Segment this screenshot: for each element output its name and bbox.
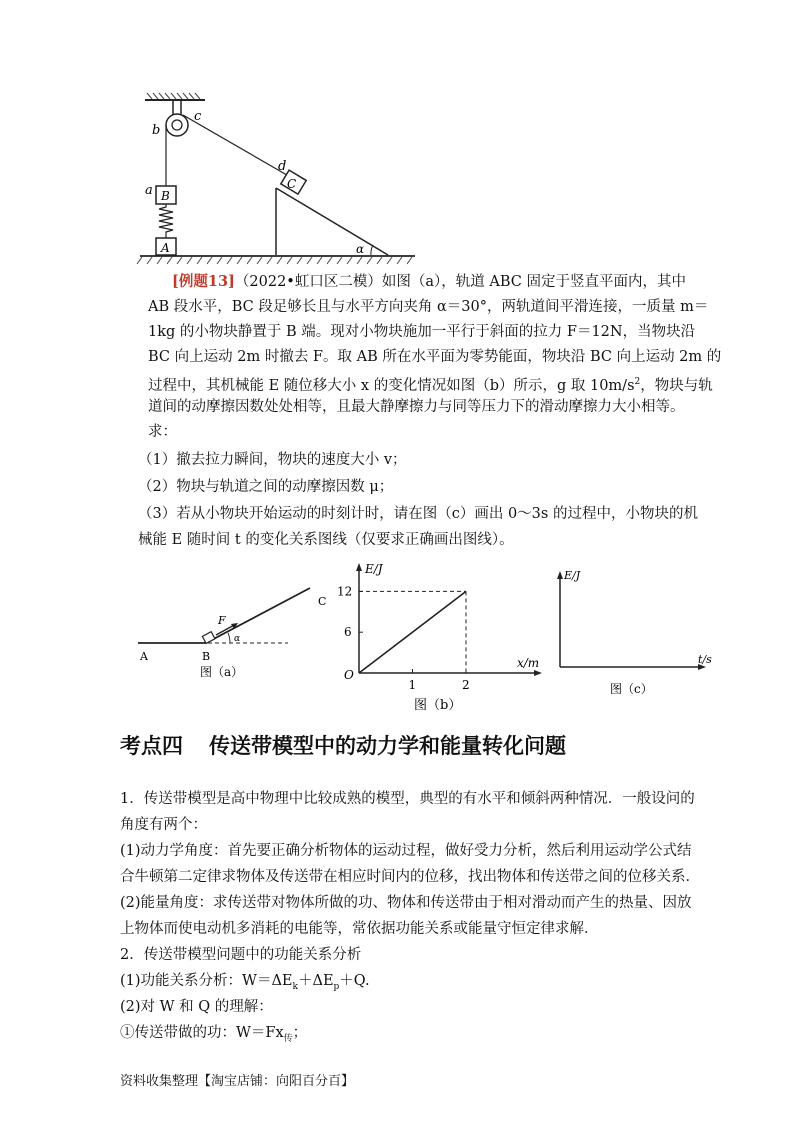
small-block	[202, 632, 215, 644]
section-number: 考点四	[120, 734, 183, 758]
b-x-arrowhead	[534, 670, 542, 676]
body-p5: (1)功能关系分析：$W=\Delta E_k+\Delta E_p+Q$.	[120, 973, 370, 992]
label-f: F	[218, 614, 226, 627]
question-3-line-2: 械能 E 随时间 t 的变化关系图线（仅要求正确画出图线）。	[138, 532, 514, 548]
b-x-tick-label-1: 1	[408, 678, 417, 692]
problem-line-7: 求：	[148, 424, 177, 440]
ground-hatch	[137, 257, 412, 264]
problem-line-1: [例题13]（2022•虹口区二模）如图（a），轨道 ABC 固定于竖直平面内，其中	[172, 273, 686, 290]
figure-b-chart	[335, 555, 550, 715]
label-b-lower: b	[152, 123, 161, 138]
section-heading	[120, 730, 566, 760]
c-x-label: t/s	[698, 653, 712, 666]
angle-arc-a	[228, 633, 230, 643]
ceiling-hatch	[147, 93, 200, 99]
angle-arc	[371, 245, 373, 255]
figure-c-chart	[548, 565, 718, 705]
label-block-b: B	[161, 189, 170, 203]
b-x-label: x/m	[517, 656, 540, 670]
label-alpha-a: α	[234, 634, 241, 644]
b-x-tick-label-2: 2	[462, 678, 470, 692]
figure-a	[138, 580, 348, 690]
problem-line-3: 1kg 的小物块静置于 B 端。现对小物块施加一平行于斜面的拉力 F＝12N，当物块沿	[148, 324, 696, 340]
pulley-incline-figure	[130, 88, 420, 268]
problem-line-2: AB 段水平，BC 段足够长且与水平方向夹角 α＝30°，两轨道间平滑连接，一质量 m＝	[148, 299, 709, 315]
c-y-arrowhead	[557, 571, 563, 579]
label-d-lower: d	[278, 159, 287, 174]
body-p4: 2．传送带模型问题中的功能关系分析	[120, 947, 362, 963]
inclined-string	[183, 115, 292, 178]
problem-line-6: 道间的动摩擦因数处处相等，且最大静摩擦力与同等压力下的滑动摩擦力大小相等。	[148, 399, 685, 415]
spring	[159, 204, 173, 238]
b-y-tick-label-2: 12	[337, 584, 353, 599]
question-3-line-1: （3）若从小物块开始运动的时刻计时，请在图（c）画出 0～3s 的过程中，小物块的机	[138, 506, 698, 522]
b-y-arrowhead	[356, 563, 362, 571]
b-y-label: E/J	[365, 562, 383, 576]
body-p3-line2: 上物体而使电动机多消耗的电能等，常依据功能关系或能量守恒定律求解．	[120, 921, 599, 937]
label-alpha: α	[356, 242, 365, 256]
question-2: （2）物块与轨道之间的动摩擦因数 μ；	[138, 479, 394, 495]
problem-tag: [例题13]	[172, 273, 235, 290]
label-c: C	[318, 595, 327, 608]
label-b: B	[202, 650, 211, 663]
label-a-lower: a	[145, 183, 153, 198]
caption-a: 图（a）	[200, 665, 244, 679]
b-series-line	[359, 591, 466, 673]
label-a: A	[140, 650, 148, 663]
body-p7: ①传送带做的功：$W=Fx_传$；	[120, 1025, 308, 1044]
problem-line-4: BC 向上运动 2m 时撤去 F。取 AB 所在水平面为零势能面，物块沿 BC 向上运动 2m 的	[148, 349, 722, 365]
problem-line-5: 过程中，其机械能 E 随位移大小 x 的变化情况如图（b）所示，g 取 $10m/s^2$，物块与轨	[148, 377, 713, 394]
b-y-tick-label-1: 6	[344, 625, 352, 640]
body-p2-line2: 合牛顿第二定律求物体及传送带在相应时间内的位移，找出物体和传送带之间的位移关系．	[120, 869, 700, 885]
body-p2-line1: (1)动力学角度：首先要正确分析物体的运动过程，做好受力分析，然后利用运动学公式结	[120, 843, 692, 859]
label-block-a: A	[161, 241, 170, 255]
pulley-axle	[172, 120, 182, 130]
body-p1-line2: 角度有两个：	[120, 817, 207, 833]
c-y-label: E/J	[564, 569, 581, 582]
body-p1-line1: 1．传送带模型是高中物理中比较成熟的模型，典型的有水平和倾斜两种情况．一般设问的	[120, 791, 695, 807]
label-c-lower: c	[194, 109, 202, 124]
incline-slope	[276, 188, 388, 255]
body-p6: (2)对 W 和 Q 的理解：	[120, 999, 273, 1015]
b-caption: 图（b）	[414, 698, 462, 713]
question-1: （1）撤去拉力瞬间，物块的速度大小 v；	[138, 452, 407, 468]
footer-note: 资料收集整理【淘宝店铺：向阳百分百】	[120, 1074, 355, 1089]
section-title: 传送带模型中的动力学和能量转化问题	[209, 734, 566, 758]
c-caption: 图（c）	[610, 682, 653, 696]
body-p3-line1: (2)能量角度：求传送带对物体所做的功、物体和传送带由于相对滑动而产生的热量、因放	[120, 895, 692, 911]
label-block-c: C	[287, 177, 297, 191]
b-origin-label: O	[344, 668, 354, 682]
